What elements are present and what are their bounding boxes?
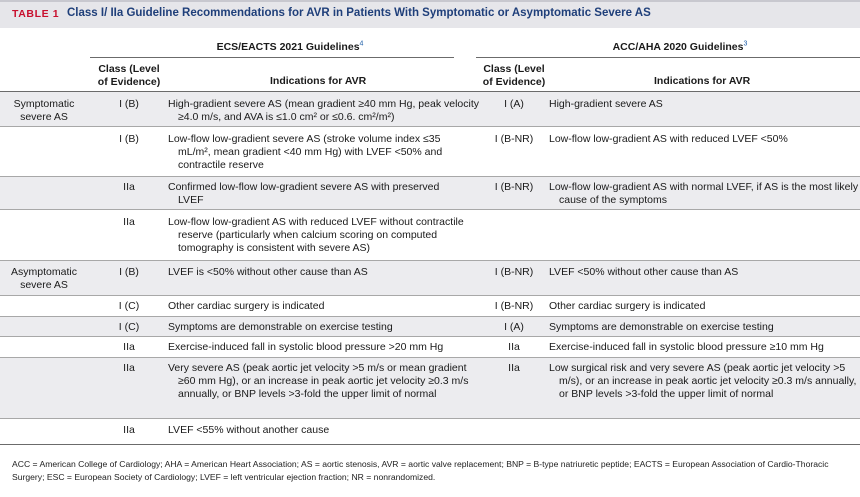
col-header-esc-indications: Indications for AVR (270, 75, 367, 87)
acc-class-cell: I (B-NR) (494, 181, 534, 193)
acc-indication-cell: High-gradient severe AS (549, 98, 663, 110)
esc-class-cell: IIa (123, 424, 135, 436)
esc-indication-cell: Other cardiac surgery is indicated (168, 300, 325, 312)
row-rule (0, 316, 860, 317)
table-title-bar (0, 0, 860, 28)
esc-indication-cell: Exercise-induced fall in systolic blood pressure >20 mm Hg (168, 341, 444, 353)
esc-indication-cell: LVEF is <50% without other cause than AS (168, 266, 368, 278)
acc-class-cell: IIa (508, 341, 520, 353)
esc-indication-cell: Confirmed low-flow low-gradient severe AS with preserved LVEF (168, 181, 440, 206)
acc-class-cell: I (B-NR) (494, 133, 534, 145)
acc-indication-cell: LVEF <50% without other cause than AS (549, 266, 739, 278)
esc-class-cell: I (C) (118, 321, 140, 333)
esc-class-cell: I (B) (119, 133, 139, 145)
esc-indication-cell: Very severe AS (peak aortic jet velocity >5 m/s or mean gradient ≥60 mm Hg), or an increase in peak aortic jet velocity ≥0.3 m/s annually, or BNP levels >3-fold the upper limit of normal (168, 362, 469, 400)
acc-class-cell: I (A) (504, 98, 524, 110)
acc-indication-cell: Low-flow low-gradient AS with normal LVEF, if AS is the most likely cause of the symptoms (549, 181, 859, 206)
acc-indication-cell: Exercise-induced fall in systolic blood pressure ≥10 mm Hg (549, 341, 824, 353)
acc-indication-cell: Low surgical risk and very severe AS (peak aortic jet velocity >5 m/s), or an increase in peak aortic jet velocity ≥0.3 m/s annually, or BNP levels >3-fold the upper limit of normal (549, 362, 857, 400)
patient-group-asymptomatic: Asymptomatic severe AS (11, 266, 77, 291)
acc-class-cell: I (A) (504, 321, 524, 333)
row-rule (0, 126, 860, 127)
col-header-esc-class: Class (Level of Evidence) (97, 63, 161, 88)
row-rule (0, 418, 860, 419)
acc-indication-cell: Other cardiac surgery is indicated (549, 300, 706, 312)
esc-indication-cell: Low-flow low-gradient AS with reduced LVEF without contractile reserve (particularly when calcium scoring on computed tomography is consistent with severe AS) (168, 216, 464, 254)
group-header-acc: ACC/AHA 2020 Guidelines$^3$ (612, 40, 748, 53)
row-rule (0, 176, 860, 177)
esc-class-cell: I (B) (119, 266, 139, 278)
esc-indication-cell: Low-flow low-gradient severe AS (stroke volume index ≤35 mL/m², mean gradient <40 mm Hg) with LVEF <50% and contractile reserve (168, 133, 443, 171)
esc-class-cell: IIa (123, 216, 135, 228)
table-footnote: ACC = American College of Cardiology; AHA = American Heart Association; AS = aortic stenosis, AVR = aortic valve replacement; BNP = B-type natriuretic peptide; EACTS = European Association of Cardio-Thoracic Surgery; ESC = European Society of Cardiology; LVEF = left ventricular ejection fraction; NR = nonrandomized. (12, 459, 829, 482)
esc-indication-cell: High-gradient severe AS (mean gradient ≥40 mm Hg, peak velocity ≥4.0 m/s, and AVA is ≤1.0 cm² or ≤0.6. cm²/m²) (168, 98, 479, 123)
acc-class-cell: IIa (508, 362, 520, 374)
acc-class-cell: I (B-NR) (494, 266, 534, 278)
esc-class-cell: I (B) (119, 98, 139, 110)
acc-indication-cell: Symptoms are demonstrable on exercise testing (549, 321, 774, 333)
col-header-acc-indications: Indications for AVR (654, 75, 751, 87)
table-title: Class I/ IIa Guideline Recommendations for AVR in Patients With Symptomatic or Asymptomatic Severe AS (67, 7, 651, 19)
row-rule (0, 260, 860, 261)
esc-class-cell: IIa (123, 181, 135, 193)
table-label: TABLE 1 (12, 8, 60, 20)
row-rule (0, 295, 860, 296)
row-rule (0, 357, 860, 358)
acc-class-cell: I (B-NR) (494, 300, 534, 312)
group-rule-esc (90, 57, 454, 58)
esc-indication-cell: Symptoms are demonstrable on exercise testing (168, 321, 393, 333)
patient-group-symptomatic: Symptomatic severe AS (13, 98, 75, 123)
esc-class-cell: IIa (123, 341, 135, 353)
esc-class-cell: IIa (123, 362, 135, 374)
esc-indication-cell: LVEF <55% without another cause (168, 424, 330, 436)
row-rule (0, 336, 860, 337)
esc-class-cell: I (C) (118, 300, 140, 312)
group-header-esc: ECS/EACTS 2021 Guidelines$^4$ (216, 40, 364, 53)
table-bottom-rule (0, 444, 860, 445)
row-rule (0, 209, 860, 210)
group-rule-acc (476, 57, 860, 58)
acc-indication-cell: Low-flow low-gradient AS with reduced LVEF <50% (549, 133, 788, 145)
col-header-acc-class: Class (Level of Evidence) (482, 63, 546, 88)
